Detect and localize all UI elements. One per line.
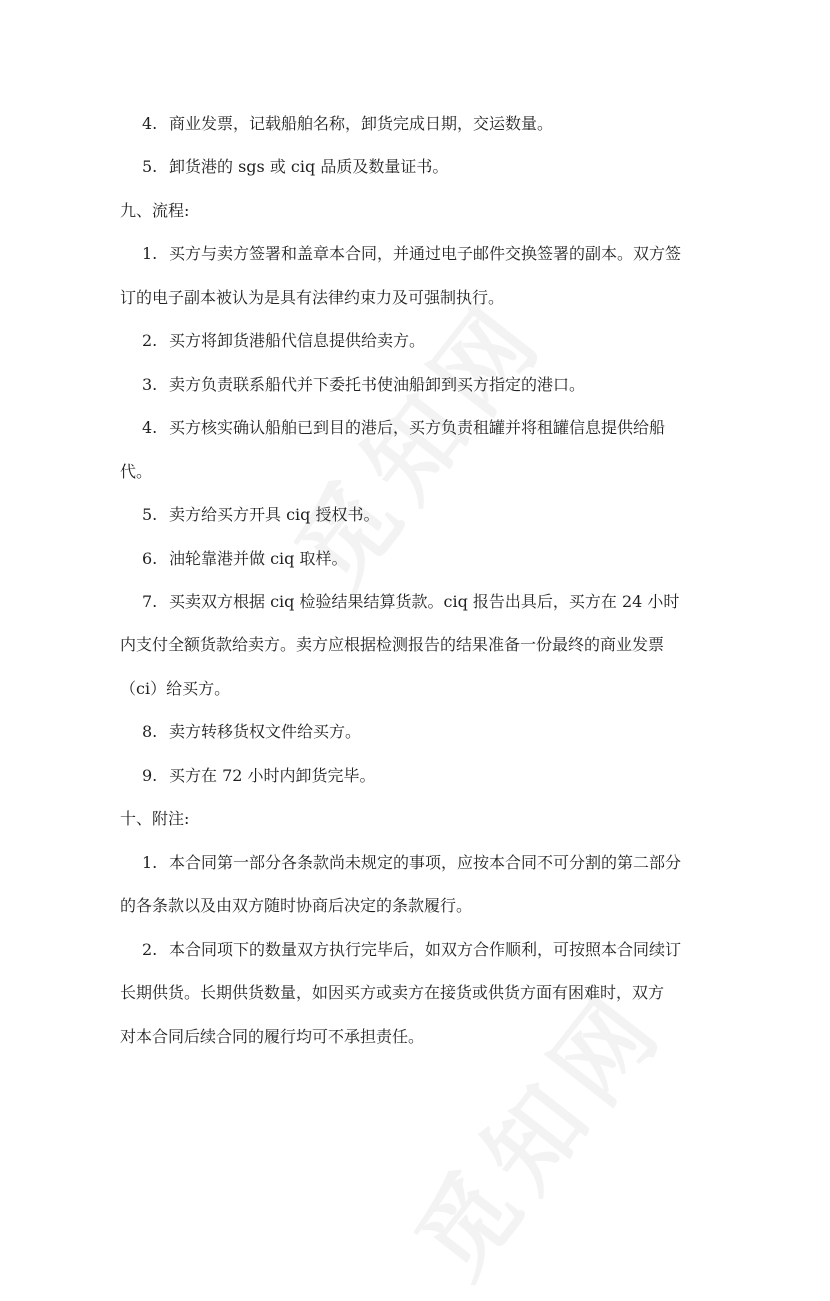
list-item: 1. 本合同第一部分各条款尚未规定的事项，应按本合同不可分割的第二部分 <box>142 853 682 872</box>
list-item: 5. 卸货港的 sgs 或 ciq 品质及数量证书。 <box>142 157 449 176</box>
list-item: 2. 本合同项下的数量双方执行完毕后，如双方合作顺利，可按照本合同续订 <box>142 940 682 959</box>
list-item: 4. 商业发票，记载船舶名称，卸货完成日期，交运数量。 <box>142 114 554 133</box>
list-item-continuation: 的各条款以及由双方随时协商后决定的条款履行。 <box>120 896 473 915</box>
list-item: 9. 买方在 72 小时内卸货完毕。 <box>142 766 376 785</box>
list-item: 1. 买方与卖方签署和盖章本合同，并通过电子邮件交换签署的副本。双方签 <box>142 244 682 263</box>
list-item: 7. 买卖双方根据 ciq 检验结果结算货款。ciq 报告出具后，买方在 24 小时 <box>142 592 680 611</box>
list-item: 6. 油轮靠港并做 ciq 取样。 <box>142 549 348 568</box>
section-heading: 十、附注: <box>120 809 190 828</box>
list-item: 3. 卖方负责联系船代并下委托书使油船卸到买方指定的港口。 <box>142 375 586 394</box>
list-item-continuation: 订的电子副本被认为是具有法律约束力及可强制执行。 <box>120 288 505 307</box>
list-item: 2. 买方将卸货港船代信息提供给卖方。 <box>142 331 426 350</box>
list-item-continuation: （ci）给买方。 <box>120 679 231 698</box>
list-item: 8. 卖方转移货权文件给买方。 <box>142 722 362 741</box>
list-item: 4. 买方核实确认船舶已到目的港后，买方负责租罐并将租罐信息提供给船 <box>142 418 666 437</box>
list-item: 5. 卖方给买方开具 ciq 授权书。 <box>142 505 380 524</box>
list-item-continuation: 代。 <box>120 462 153 481</box>
list-item-continuation: 长期供货。长期供货数量，如因买方或卖方在接货或供货方面有困难时，双方 <box>120 983 665 1002</box>
section-heading: 九、流程: <box>120 201 190 220</box>
list-item-continuation: 对本合同后续合同的履行均可不承担责任。 <box>120 1027 425 1046</box>
list-item-continuation: 内支付全额货款给卖方。卖方应根据检测报告的结果准备一份最终的商业发票 <box>120 635 665 654</box>
